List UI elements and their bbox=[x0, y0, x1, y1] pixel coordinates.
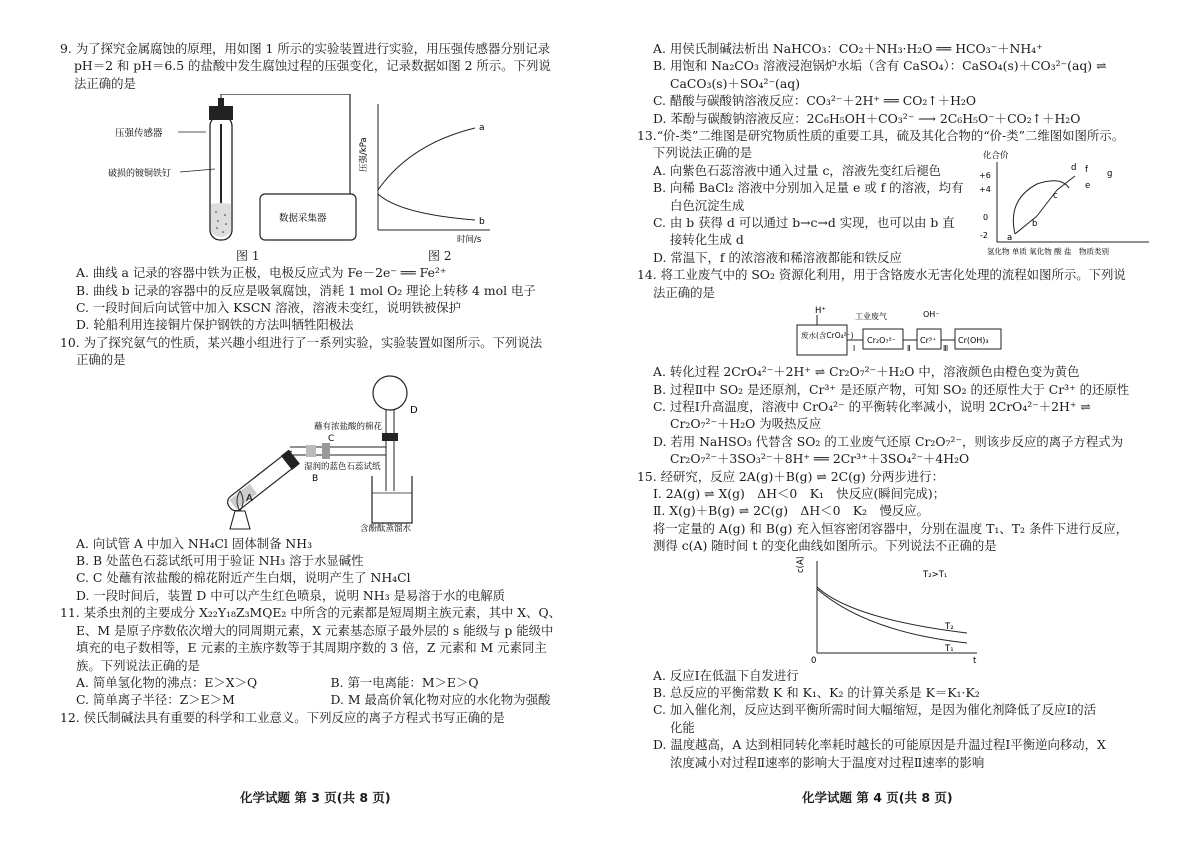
q11-option-d: D. M 最高价氧化物对应的水化物为强酸 bbox=[330, 692, 551, 708]
flow-box-4: Cr(OH)₃ bbox=[958, 336, 989, 346]
q13-stem-1: 13.“价-类”二维图是研究物质性质的重要工具，硫及其化合物的“价-类”二维图如图所示。 bbox=[637, 128, 1125, 144]
flow-box-3: Cr³⁺ bbox=[920, 336, 937, 346]
q11-option-a: A. 简单氢化物的沸点：E＞X＞Q bbox=[76, 674, 258, 690]
q13-xlabel: 氢化物 单质 氧化物 酸 盐 物质类别 bbox=[987, 246, 1110, 256]
q12-option-b-line1: B. 用饱和 Na₂CO₃ 溶液浸泡锅炉水垢（含有 CaSO₄）：CaSO₄(s)＋CO₃²⁻(aq) ⇌ bbox=[653, 58, 1107, 74]
q13-point-b: b bbox=[1032, 218, 1038, 229]
q15-option-c-line1: C. 加入催化剂，反应达到平衡所需时间大幅缩短，是因为催化剂降低了反应Ⅰ的活 bbox=[653, 702, 1097, 718]
q12-option-b-line2: CaCO₃(s)＋SO₄²⁻(aq) bbox=[670, 75, 800, 91]
right-column bbox=[637, 40, 1157, 771]
flow-box-1: 废水(含CrO₄²⁻) bbox=[801, 331, 854, 341]
q13-option-b-line1: B. 向稀 BaCl₂ 溶液中分别加入足量 e 或 f 的溶液，均有 bbox=[653, 180, 964, 196]
q15-note: T₂>T₁ bbox=[923, 569, 948, 580]
flow-step-3: Ⅲ bbox=[943, 344, 949, 354]
label-b: B bbox=[312, 473, 319, 484]
q15-option-d-line2: 浓度减小对过程Ⅱ速率的影响大于温度对过程Ⅱ速率的影响 bbox=[670, 754, 985, 770]
q12-option-c: C. 醋酸与碳酸钠溶液反应：CO₃²⁻＋2H⁺ ══ CO₂↑＋H₂O bbox=[653, 93, 977, 109]
q15-option-c-line2: 化能 bbox=[670, 719, 695, 735]
q13-point-f: f bbox=[1085, 164, 1088, 175]
q13-y4: +4 bbox=[979, 184, 991, 194]
label-water: 含酚酞蒸馏水 bbox=[360, 523, 412, 533]
q15-curve-t1: T₁ bbox=[945, 643, 954, 654]
q13-point-g: g bbox=[1107, 168, 1113, 179]
q13-option-a: A. 向紫色石蕊溶液中通入过量 c，溶液先变红后褪色 bbox=[653, 162, 941, 178]
label-nail: 破损的镀铜铁钉 bbox=[108, 169, 172, 180]
q9-captions bbox=[60, 248, 585, 264]
q9-figure-1 bbox=[60, 94, 585, 246]
q11-option-c: C. 简单离子半径：Z＞E＞M bbox=[76, 692, 235, 708]
label-data-collector: 数据采集器 bbox=[279, 213, 327, 225]
q10-option-a: A. 向试管 A 中加入 NH₄Cl 固体制备 NH₃ bbox=[76, 535, 313, 551]
q10-apparatus bbox=[60, 371, 585, 533]
q10-apparatus-figure bbox=[60, 371, 585, 533]
label-c: C bbox=[328, 433, 335, 444]
q14-option-d-line2: Cr₂O₇²⁻＋3SO₃²⁻＋8H⁺ ══ 2Cr³⁺＋3SO₄²⁻＋4H₂O bbox=[670, 451, 970, 467]
label-paper: 湿润的蓝色石蕊试纸 bbox=[304, 461, 381, 472]
flow-step-2: Ⅱ bbox=[907, 344, 911, 354]
q13-y2: -2 bbox=[980, 230, 988, 240]
q14-option-c-line1: C. 过程Ⅰ升高温度，溶液中 CrO₄²⁻ 的平衡转化率减小，说明 2CrO₄²⁻＋2H⁺ ⇌ bbox=[653, 398, 1091, 414]
q10-stem-2: 正确的是 bbox=[76, 352, 126, 368]
q14-option-d-line1: D. 若用 NaHSO₃ 代替含 SO₂ 的工业废气还原 Cr₂O₇²⁻，则该步反应的离子方程式为 bbox=[653, 433, 1124, 449]
fig2-xlabel: 时间/s bbox=[457, 235, 482, 246]
q14-option-c-line2: Cr₂O₇²⁻＋H₂O 为吸热反应 bbox=[670, 416, 822, 432]
q15-stem-1: 15. 经研究，反应 2A(g)＋B(g) ⇌ 2C(g) 分两步进行： bbox=[637, 468, 944, 484]
q9-option-a: A. 曲线 a 记录的容器中铁为正极，电极反应式为 Fe－2e⁻ ══ Fe²⁺ bbox=[76, 265, 447, 281]
q12-stem: 12. 侯氏制碱法具有重要的科学和工业意义。下列反应的离子方程式书写正确的是 bbox=[60, 709, 505, 725]
q9-option-b: B. 曲线 b 记录的容器中的反应是吸氧腐蚀，消耗 1 mol O₂ 理论上转移 4 mol 电子 bbox=[76, 282, 536, 298]
q15-xlabel: t bbox=[973, 655, 977, 665]
q15-step-2: Ⅱ. X(g)＋B(g) ⇌ 2C(g) ΔH＜0 K₂ 慢反应。 bbox=[653, 503, 930, 519]
q11-options-cd bbox=[60, 691, 585, 708]
flow-gas: 工业废气 bbox=[855, 312, 887, 322]
q13-point-a: a bbox=[1007, 232, 1013, 243]
flow-box-2: Cr₂O₇²⁻ bbox=[867, 336, 897, 346]
label-cotton: 蘸有浓盐酸的棉花 bbox=[314, 421, 383, 432]
label-a: A bbox=[246, 492, 253, 504]
q13-stem-2: 下列说法正确的是 bbox=[653, 145, 753, 161]
q15-origin: 0 bbox=[811, 655, 817, 665]
q14-flowchart bbox=[637, 303, 1157, 361]
q15-concentration-graph bbox=[637, 557, 1157, 665]
q11-stem-2: E、M 是原子序数依次增大的同周期元素，X 元素基态原子最外层的 s 能级与 p 能级中 bbox=[76, 622, 554, 638]
q15-option-b: B. 总反应的平衡常数 K 和 K₁、K₂ 的计算关系是 K＝K₁·K₂ bbox=[653, 684, 980, 700]
fig2-ylabel: 压强/kPa bbox=[359, 137, 369, 173]
q9-stem-1: 9. 为了探究金属腐蚀的原理，用如图 1 所示的实验装置进行实验，用压强传感器分别记录 bbox=[60, 41, 550, 56]
label-d: D bbox=[410, 404, 418, 416]
q13-y6: +6 bbox=[979, 170, 991, 180]
q10-option-b: B. B 处蓝色石蕊试纸可用于验证 NH₃ 溶于水显碱性 bbox=[76, 553, 364, 569]
fig1-caption: 图 1 bbox=[236, 249, 260, 264]
q13-y0: 0 bbox=[983, 212, 989, 222]
q13-point-c: c bbox=[1053, 190, 1058, 201]
q9-option-d: D. 轮船利用连接铜片保护钢铁的方法叫牺牲阳极法 bbox=[76, 317, 354, 333]
q13-point-d: d bbox=[1071, 162, 1077, 173]
q12-option-a: A. 用侯氏制碱法析出 NaHCO₃：CO₂＋NH₃·H₂O ══ HCO₃⁻＋NH₄⁺ bbox=[653, 41, 1043, 56]
q11-stem-3: 填充的电子数相等，E 元素的主族序数等于其周期序数的 3 倍，Z 元素和 M 元素同主 bbox=[76, 640, 547, 656]
q11-stem-1: 11. 某杀虫剂的主要成分 X₂₂Y₁₈Z₃MQE₂ 中所含的元素都是短周期主族元素，其中 X、Q、 bbox=[60, 605, 562, 621]
curve-a-label: a bbox=[479, 123, 485, 134]
flow-h: H⁺ bbox=[815, 306, 826, 317]
q13-option-b-line2: 白色沉淀生成 bbox=[670, 197, 745, 213]
q9-option-c: C. 一段时间后向试管中加入 KSCN 溶液，溶液未变红，说明铁被保护 bbox=[76, 300, 462, 316]
q14-stem-1: 14. 将工业废气中的 SO₂ 资源化利用，用于含铬废水无害化处理的流程如图所示。下列说 bbox=[637, 267, 1126, 283]
q11-options-ab bbox=[60, 674, 585, 691]
curve-b-label: b bbox=[479, 217, 485, 228]
q10-stem-1: 10. 为了探究氨气的性质，某兴趣小组进行了一系列实验，实验装置如图所示。下列说法 bbox=[60, 334, 543, 350]
footer-page-4: 化学试题 第 4 页(共 8 页) bbox=[802, 790, 953, 805]
left-column bbox=[60, 40, 585, 726]
q15-curve-t2: T₂ bbox=[945, 621, 954, 632]
q12-option-d: D. 苯酚与碳酸钠溶液反应：2C₆H₅OH＋CO₃²⁻ ⟶ 2C₆H₅O⁻＋CO₂↑＋H₂O bbox=[653, 110, 1081, 126]
fig2-caption: 图 2 bbox=[428, 249, 452, 264]
q13-point-e: e bbox=[1085, 180, 1091, 191]
q10-option-c: C. C 处蘸有浓盐酸的棉花附近产生白烟，说明产生了 NH₄Cl bbox=[76, 570, 411, 586]
q14-option-a: A. 转化过程 2CrO₄²⁻＋2H⁺ ⇌ Cr₂O₇²⁻＋H₂O 中，溶液颜色由橙色变为黄色 bbox=[653, 364, 1080, 380]
q13-valence-diagram bbox=[977, 148, 1152, 260]
q9-stem-3: 法正确的是 bbox=[74, 75, 136, 91]
q15-option-a: A. 反应Ⅰ在低温下自发进行 bbox=[653, 667, 799, 683]
q14-stem-2: 法正确的是 bbox=[653, 284, 715, 300]
q15-option-d-line1: D. 温度越高，A 达到相同转化率耗时越长的可能原因是升温过程Ⅰ平衡逆向移动，X bbox=[653, 737, 1106, 753]
q15-stem-2: 将一定量的 A(g) 和 B(g) 充入恒容密闭容器中，分别在温度 T₁、T₂ 条件下进行反应， bbox=[653, 520, 1129, 536]
q13-option-c-line2: 接转化生成 d bbox=[670, 232, 744, 248]
flow-step-1: Ⅰ bbox=[853, 344, 856, 354]
q9-stem-2: pH＝2 和 pH＝6.5 的盐酸中发生腐蚀过程的压强变化，记录数据如图 2 所示。下列说 bbox=[74, 58, 551, 74]
flow-oh: OH⁻ bbox=[923, 310, 940, 320]
q15-step-1: Ⅰ. 2A(g) ⇌ X(g) ΔH＜0 K₁ 快反应(瞬间完成)； bbox=[653, 485, 946, 501]
footer-page-3: 化学试题 第 3 页(共 8 页) bbox=[240, 790, 391, 805]
q14-option-b: B. 过程Ⅱ中 SO₂ 是还原剂，Cr³⁺ 是还原产物，可知 SO₂ 的还原性大于 Cr³⁺ 的还原性 bbox=[653, 381, 1130, 397]
q13-ylabel: 化合价 bbox=[983, 150, 1009, 161]
q14-flow-figure bbox=[637, 303, 1157, 361]
q9-figures bbox=[60, 94, 585, 246]
q13-option-c-line1: C. 由 b 获得 d 可以通过 b→c→d 实现，也可以由 b 直 bbox=[653, 215, 955, 231]
q15-stem-3: 测得 c(A) 随时间 t 的变化曲线如图所示。下列说法不正确的是 bbox=[653, 538, 997, 554]
q15-ylabel: c(A) bbox=[796, 556, 806, 573]
q13-option-d: D. 常温下，f 的浓溶液和稀溶液都能和铁反应 bbox=[653, 249, 902, 265]
q15-figure bbox=[637, 557, 1157, 665]
q11-option-b: B. 第一电离能：M＞E＞Q bbox=[330, 674, 479, 690]
q11-stem-4: 族。下列说法正确的是 bbox=[76, 657, 200, 673]
q10-option-d: D. 一段时间后，装置 D 中可以产生红色喷泉，说明 NH₃ 是易溶于水的电解质 bbox=[76, 587, 506, 603]
label-pressure-sensor: 压强传感器 bbox=[115, 128, 163, 140]
